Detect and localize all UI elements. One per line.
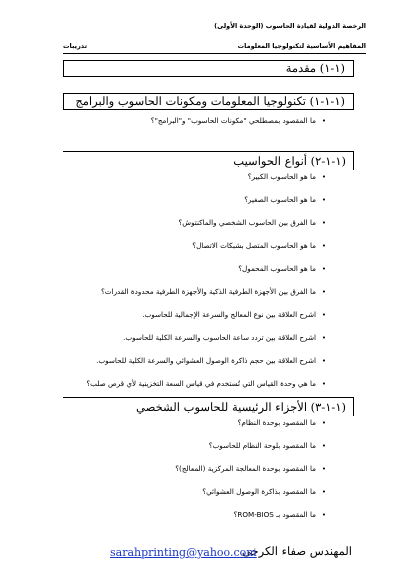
bullet-icon: • [321, 511, 326, 519]
bullet-icon: • [321, 219, 326, 227]
bullet-icon: • [321, 265, 326, 273]
bullet-icon: • [321, 288, 326, 296]
list-item: • ما الفرق بين الحاسوب الشخصي والماكنتوش؟ [178, 218, 326, 227]
section-types-heading: (١-١-٢) أنواع الحواسيب [63, 151, 354, 168]
header-title: الرخصة الدولية لقيادة الحاسوب (الوحدة الأولى) [214, 22, 366, 30]
bullet-icon: • [321, 465, 326, 473]
list-item: • ما المقصود بوحدة النظام؟ [237, 418, 326, 427]
list-item: • ما المقصود بلوحة النظام للحاسوب؟ [208, 441, 326, 450]
list-item: • ما المقصود بـ ROM-BIOS؟ [233, 510, 326, 519]
section-types-list [60, 172, 326, 402]
bullet-icon: • [321, 173, 326, 181]
list-item: • ما هو الحاسوب الصغير؟ [244, 195, 326, 204]
bullet-icon: • [321, 311, 326, 319]
bullet-icon: • [321, 488, 326, 496]
list-item: • اشرح العلاقة بين حجم ذاكرة الوصول العشوائي والسرعة الكلية للحاسوب. [96, 356, 326, 365]
bullet-icon: • [321, 242, 326, 250]
footer-author: المهندس صفاء الكرخي [241, 544, 352, 558]
list-item: • ما هو الحاسوب الكبير؟ [247, 172, 326, 181]
footer-email-link[interactable]: sarahprinting@yahoo.com [110, 546, 257, 559]
list-item: • ما المقصود بوحدة المعالجة المركزية (المعالج)؟ [175, 464, 326, 473]
section-it-list [60, 116, 326, 139]
section-parts-list [60, 418, 326, 533]
header-subtitle: المفاهيم الأساسية لتكنولوجيا المعلومات [237, 42, 366, 50]
bullet-icon: • [321, 380, 326, 388]
list-item: • ما هو الحاسوب المتصل بشبكات الاتصال؟ [192, 241, 326, 250]
list-item: • ما هو الحاسوب المحمول؟ [238, 264, 326, 273]
section-it-heading: (١-١-١) تكنولوجيا المعلومات ومكونات الحاسوب والبرامج [63, 93, 354, 110]
list-item: • اشرح العلاقة بين نوع المعالج والسرعة الإجمالية للحاسوب. [142, 310, 326, 319]
bullet-icon: • [321, 117, 326, 125]
list-item: • ما هي وحدة القياس التي تُستخدم في قياس السعة التخزينية لأي قرص صلب؟ [86, 379, 326, 388]
section-parts-heading: (١-١-٣) الأجزاء الرئيسية للحاسوب الشخصي [63, 397, 354, 414]
list-item: • ما المقصود بمصطلحي "مكونات الحاسوب" و"البرامج"؟ [150, 116, 326, 125]
list-item: • ما المقصود بذاكرة الوصول العشوائي؟ [202, 487, 326, 496]
section-intro-heading: (١-١) مقدمة [63, 60, 354, 77]
list-item: • ما الفرق بين الأجهزة الطرفية الذكية والأجهزة الطرفية محدودة القدرات؟ [100, 287, 326, 296]
header-tag: تدريبات [63, 42, 88, 50]
bullet-icon: • [321, 442, 326, 450]
list-item: • اشرح العلاقة بين تردد ساعة الحاسوب والسرعة الكلية للحاسوب. [123, 333, 326, 342]
bullet-icon: • [321, 357, 326, 365]
bullet-icon: • [321, 419, 326, 427]
bullet-icon: • [321, 334, 326, 342]
bullet-icon: • [321, 196, 326, 204]
header-divider [63, 53, 366, 54]
